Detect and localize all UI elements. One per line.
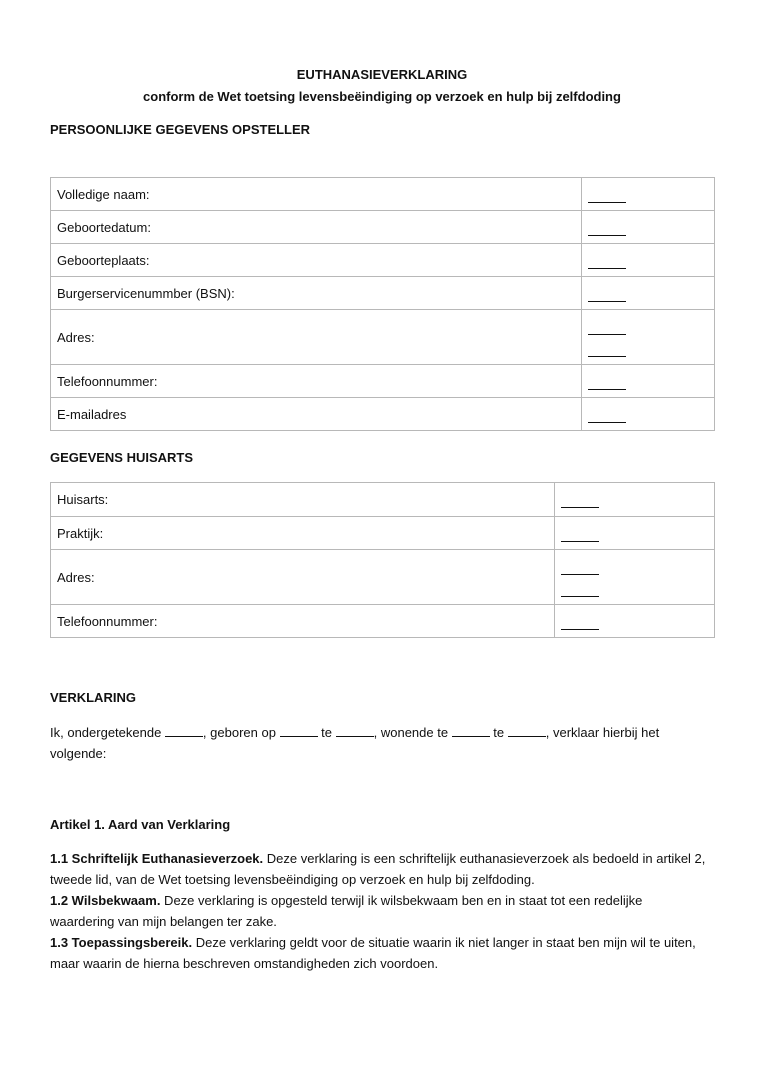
blank-line	[588, 356, 626, 357]
table-row	[51, 483, 715, 517]
field-value[interactable]	[582, 365, 715, 398]
article-1-body	[50, 848, 710, 974]
field-label: Huisarts:	[51, 483, 555, 517]
article-item-text: Deze verklaring is opgesteld terwijl ik wilsbekwaam ben en in staat tot een redelijke waardering van mijn belangen ter zake.	[50, 893, 643, 929]
blank-birthplace[interactable]	[336, 725, 374, 737]
field-label: Geboortedatum:	[51, 211, 582, 244]
article-item-lead: 1.3 Toepassingsbereik.	[50, 935, 193, 950]
field-label: Geboorteplaats:	[51, 244, 582, 277]
field-label: Telefoonnummer:	[51, 365, 582, 398]
article-item	[50, 848, 710, 890]
declaration-paragraph	[50, 722, 710, 764]
blank-city[interactable]	[508, 725, 546, 737]
article-item	[50, 890, 710, 932]
table-row	[51, 605, 715, 638]
field-label: Volledige naam:	[51, 178, 582, 211]
article-heading: Artikel 1. Aard van Verklaring	[50, 817, 231, 832]
field-value[interactable]	[582, 178, 715, 211]
table-row	[51, 277, 715, 310]
blank-line	[561, 574, 599, 575]
field-label: Telefoonnummer:	[51, 605, 555, 638]
article-item-text: Deze verklaring is een schriftelijk euthanasieverzoek als bedoeld in artikel 2, tweede lid, van de Wet toetsing levensbeëindiging op verzoek en hulp bij zelfdoding.	[50, 851, 706, 887]
article-item-lead: 1.1 Schriftelijk Euthanasieverzoek.	[50, 851, 264, 866]
article-item-lead: 1.2 Wilsbekwaam.	[50, 893, 161, 908]
field-value[interactable]	[555, 550, 715, 605]
declaration-text: Ik, ondergetekende	[50, 725, 165, 740]
article-item	[50, 932, 710, 974]
field-label: Adres:	[51, 310, 582, 365]
field-value[interactable]	[582, 211, 715, 244]
gp-details-table	[50, 482, 715, 638]
field-value[interactable]	[555, 605, 715, 638]
blank-line	[561, 596, 599, 597]
blank-birthdate[interactable]	[280, 725, 318, 737]
field-value[interactable]	[582, 277, 715, 310]
blank-line	[561, 629, 599, 630]
field-value[interactable]	[555, 517, 715, 550]
document-title: EUTHANASIEVERKLARING	[296, 67, 468, 82]
blank-line	[588, 268, 626, 269]
blank-line	[588, 389, 626, 390]
field-value[interactable]	[582, 244, 715, 277]
declaration-text: , geboren op	[202, 725, 280, 740]
declaration-text: te	[489, 725, 508, 740]
personal-details-table	[50, 177, 715, 431]
blank-name[interactable]	[165, 725, 203, 737]
blank-line	[588, 235, 626, 236]
declaration-text: , verklaar hierbij het volgende:	[50, 725, 660, 761]
field-label: Burgerservicenummber (BSN):	[51, 277, 582, 310]
table-row	[51, 178, 715, 211]
table-row	[51, 398, 715, 431]
field-value[interactable]	[555, 483, 715, 517]
blank-line	[561, 507, 599, 508]
declaration-text: te	[317, 725, 336, 740]
field-value[interactable]	[582, 310, 715, 365]
section-heading-gp: GEGEVENS HUISARTS	[50, 450, 194, 465]
declaration-text: , wonende te	[373, 725, 452, 740]
blank-line	[588, 334, 626, 335]
field-value[interactable]	[582, 398, 715, 431]
blank-address[interactable]	[452, 725, 490, 737]
blank-line	[561, 541, 599, 542]
table-row	[51, 211, 715, 244]
section-heading-verklaring: VERKLARING	[50, 690, 136, 705]
blank-line	[588, 301, 626, 302]
field-label: Adres:	[51, 550, 555, 605]
blank-line	[588, 422, 626, 423]
table-row	[51, 550, 715, 605]
table-row	[51, 310, 715, 365]
field-label: Praktijk:	[51, 517, 555, 550]
table-row	[51, 517, 715, 550]
field-label: E-mailadres	[51, 398, 582, 431]
section-heading-personal: PERSOONLIJKE GEGEVENS OPSTELLER	[50, 122, 311, 137]
blank-line	[588, 202, 626, 203]
table-row	[51, 244, 715, 277]
article-item-text: Deze verklaring geldt voor de situatie waarin ik niet langer in staat ben mijn wil te uiten, maar waarin de hierna beschreven omstandigheden zich voordoen.	[50, 935, 696, 971]
document-subtitle: conform de Wet toetsing levensbeëindiging op verzoek en hulp bij zelfdoding	[143, 89, 621, 104]
table-row	[51, 365, 715, 398]
